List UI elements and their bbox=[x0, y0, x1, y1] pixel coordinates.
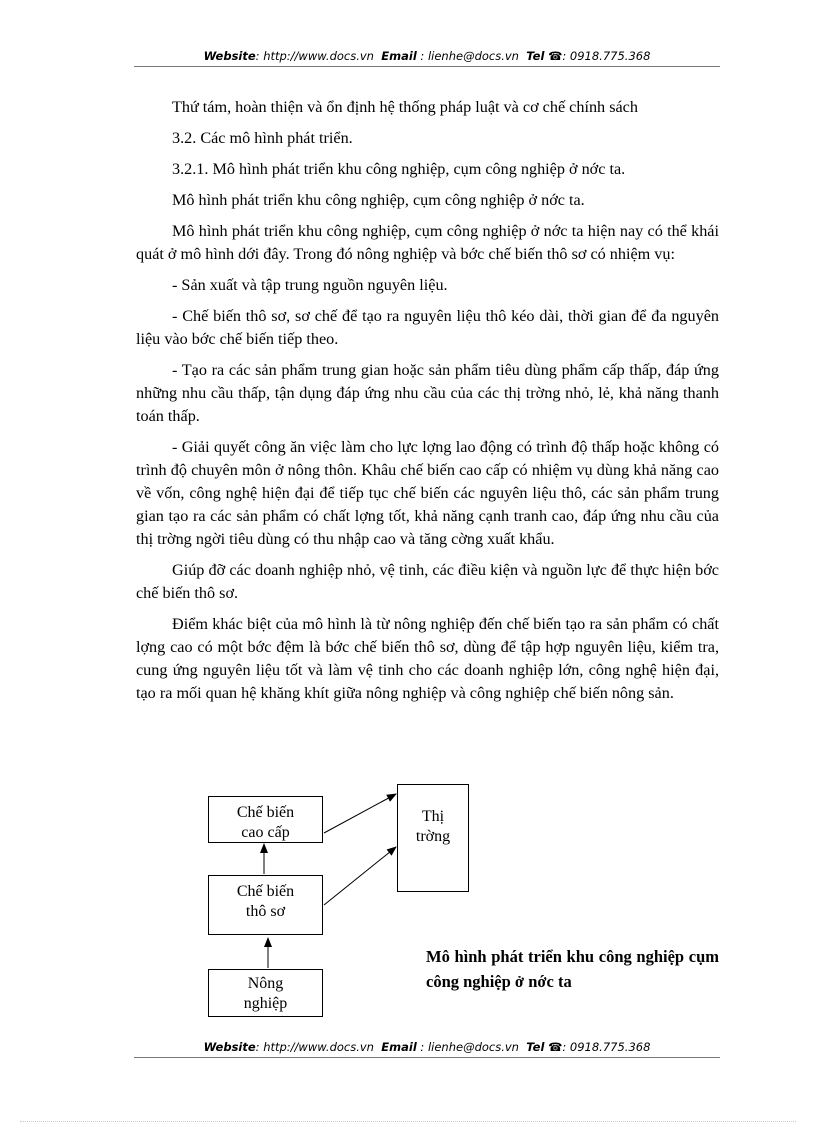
arrow-basic-to-market bbox=[324, 847, 396, 905]
paragraph-5: Điểm khác biệt của mô hình là từ nông nghiệp đến chế biến tạo ra sản phẩm có chất lợng cao có một bớc đệm là bớc chế biến thô sơ, dùng để tập hợp nguyên liệu, kiểm tra, cung ứng nguyên liệu tốt và làm vệ tinh cho các doanh nghiệp lớn, công nghệ hiện đại, tạo ra mối quan hệ khăng khít giữa nông nghiệp và công nghiệp chế biến nông sản. bbox=[136, 615, 719, 702]
box-market: Thị trờng bbox=[397, 784, 469, 892]
footer-divider bbox=[134, 1057, 720, 1058]
page-footer bbox=[134, 1040, 720, 1054]
tel-value: : 0918.775.368 bbox=[562, 49, 651, 63]
paragraph-3: Mô hình phát triển khu công nghiệp, cụm công nghiệp ở nớc ta hiện nay có thể khái quát ở mô hình dới đây. Trong đó nông nghiệp và bớc chế biến thô sơ có nhiệm vụ: bbox=[136, 222, 719, 263]
email-value[interactable]: : lienhe@docs.vn bbox=[420, 49, 519, 63]
tel-label: Tel bbox=[526, 1040, 545, 1054]
section-heading-3-2: 3.2. Các mô hình phát triển. bbox=[172, 129, 353, 147]
bullet-1: - Sản xuất và tập trung nguồn nguyên liệu. bbox=[172, 276, 448, 294]
website-value[interactable]: : http://www.docs.vn bbox=[255, 49, 374, 63]
box-high-processing: Chế biến cao cấp bbox=[208, 796, 323, 843]
bullet-2: - Chế biến thô sơ, sơ chế để tạo ra nguyên liệu thô kéo dài, thời gian để đa nguyên liệu vào bớc chế biến tiếp theo. bbox=[136, 307, 719, 348]
bullet-4: - Giải quyết công ăn việc làm cho lực lợng lao động có trình độ thấp hoặc không có trình độ chuyên môn ở nông thôn. Khâu chế biến cao cấp có nhiệm vụ dùng khả năng cao về vốn, công nghệ hiện đại để tiếp tục chế biến các nguyên liệu thô, các sản phẩm trung gian tạo ra các sản phẩm có chất lợng tốt, khả năng cạnh tranh cao, đáp ứng nhu cầu của thị trờng ngời tiêu dùng có thu nhập cao và tăng cờng xuất khẩu. bbox=[136, 438, 719, 548]
phone-icon: ☎ bbox=[548, 1040, 563, 1054]
website-label: Website bbox=[203, 1040, 256, 1054]
email-label: Email bbox=[381, 49, 417, 63]
website-label: Website bbox=[203, 49, 256, 63]
tel-label: Tel bbox=[526, 49, 545, 63]
tel-value: : 0918.775.368 bbox=[562, 1040, 651, 1054]
page-edge-dotted-line bbox=[20, 1121, 796, 1122]
diagram-caption: Mô hình phát triển khu công nghiệp cụm công nghiệp ở nớc ta bbox=[426, 947, 719, 991]
paragraph-2: Mô hình phát triển khu công nghiệp, cụm công nghiệp ở nớc ta. bbox=[172, 191, 585, 209]
box-agriculture: Nông nghiệp bbox=[208, 969, 323, 1017]
paragraph-1: Thứ tám, hoàn thiện và ổn định hệ thống pháp luật và cơ chế chính sách bbox=[172, 98, 638, 116]
email-label: Email bbox=[381, 1040, 417, 1054]
bullet-3: - Tạo ra các sản phẩm trung gian hoặc sản phẩm tiêu dùng phẩm cấp thấp, đáp ứng những nhu cầu thấp, tận dụng đáp ứng nhu cầu của các thị trờng nhỏ, lẻ, khả năng thanh toán thấp. bbox=[136, 361, 719, 425]
paragraph-4: Giúp đỡ các doanh nghiệp nhỏ, vệ tinh, các điều kiện và nguồn lực để thực hiện bớc chế biến thô sơ. bbox=[136, 561, 719, 602]
section-heading-3-2-1: 3.2.1. Mô hình phát triển khu công nghiệp, cụm công nghiệp ở nớc ta. bbox=[172, 160, 626, 178]
website-value[interactable]: : http://www.docs.vn bbox=[255, 1040, 374, 1054]
arrow-high-to-market bbox=[324, 794, 396, 833]
phone-icon: ☎ bbox=[548, 49, 563, 63]
email-value[interactable]: : lienhe@docs.vn bbox=[420, 1040, 519, 1054]
box-basic-processing: Chế biến thô sơ bbox=[208, 875, 323, 935]
